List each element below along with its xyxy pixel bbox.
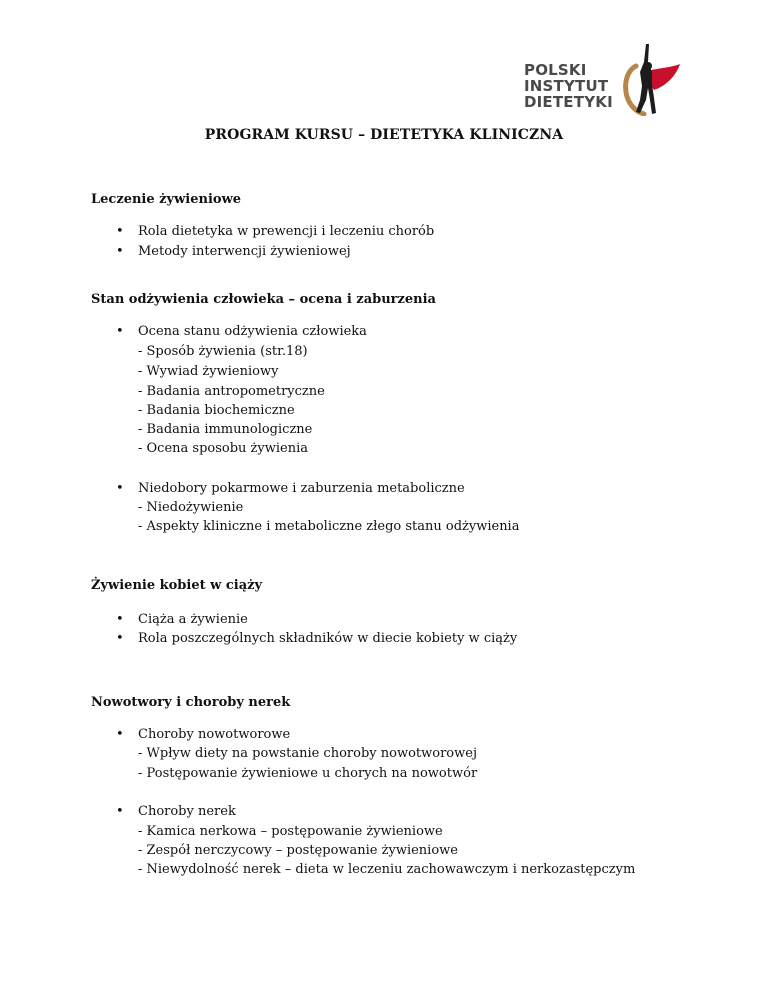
list-item: Choroby nowotworowe bbox=[138, 727, 291, 742]
sub-item: - Niewydolność nerek – dieta w leczeniu zachowawczym i nerkozastępczym bbox=[138, 862, 636, 877]
list-item: Rola dietetyka w prewencji i leczeniu chorób bbox=[138, 224, 435, 239]
logo bbox=[524, 42, 684, 116]
list-item: Choroby nerek bbox=[138, 804, 236, 819]
logo-line-1: POLSKI bbox=[524, 61, 587, 79]
sub-item: - Wpływ diety na powstanie choroby nowotworowej bbox=[138, 746, 477, 761]
logo-line-3: DIETETYKI bbox=[524, 93, 613, 111]
list-item: Rola poszczególnych składników w diecie kobiety w ciąży bbox=[138, 631, 518, 646]
sub-item: - Badania biochemiczne bbox=[138, 403, 295, 418]
bullet-icon: • bbox=[116, 324, 124, 339]
bullet-icon: • bbox=[116, 224, 124, 239]
list-item: Metody interwencji żywieniowej bbox=[138, 244, 351, 259]
bullet-icon: • bbox=[116, 727, 124, 742]
bullet-icon: • bbox=[116, 804, 124, 819]
section-heading: Leczenie żywieniowe bbox=[91, 192, 242, 207]
section-heading: Żywienie kobiet w ciąży bbox=[91, 578, 263, 593]
sub-item: - Zespół nerczycowy – postępowanie żywieniowe bbox=[138, 843, 458, 858]
bullet-icon: • bbox=[116, 612, 124, 627]
logo-wordmark bbox=[524, 62, 613, 110]
bullet-icon: • bbox=[116, 631, 124, 646]
athlete-figure-icon bbox=[618, 42, 682, 116]
sub-item: - Badania immunologiczne bbox=[138, 422, 313, 437]
sub-item: - Ocena sposobu żywienia bbox=[138, 441, 309, 456]
bullet-icon: • bbox=[116, 244, 124, 259]
list-item: Ocena stanu odżywienia człowieka bbox=[138, 324, 367, 339]
sub-item: - Postępowanie żywieniowe u chorych na nowotwór bbox=[138, 766, 478, 781]
list-item: Niedobory pokarmowe i zaburzenia metaboliczne bbox=[138, 481, 465, 496]
bullet-icon: • bbox=[116, 481, 124, 496]
section-heading: Nowotwory i choroby nerek bbox=[91, 695, 291, 710]
section-heading: Stan odżywienia człowieka – ocena i zaburzenia bbox=[91, 292, 436, 307]
sub-item: - Badania antropometryczne bbox=[138, 384, 325, 399]
sub-item: - Sposób żywienia (str.18) bbox=[138, 344, 308, 359]
sub-item: - Niedożywienie bbox=[138, 500, 244, 515]
page-title: PROGRAM KURSU – DIETETYKA KLINICZNA bbox=[204, 127, 564, 143]
sub-item: - Wywiad żywieniowy bbox=[138, 364, 279, 379]
list-item: Ciąża a żywienie bbox=[138, 612, 248, 627]
sub-item: - Kamica nerkowa – postępowanie żywieniowe bbox=[138, 824, 443, 839]
logo-line-2: INSTYTUT bbox=[524, 77, 609, 95]
sub-item: - Aspekty kliniczne i metaboliczne złego stanu odżywienia bbox=[138, 519, 520, 534]
